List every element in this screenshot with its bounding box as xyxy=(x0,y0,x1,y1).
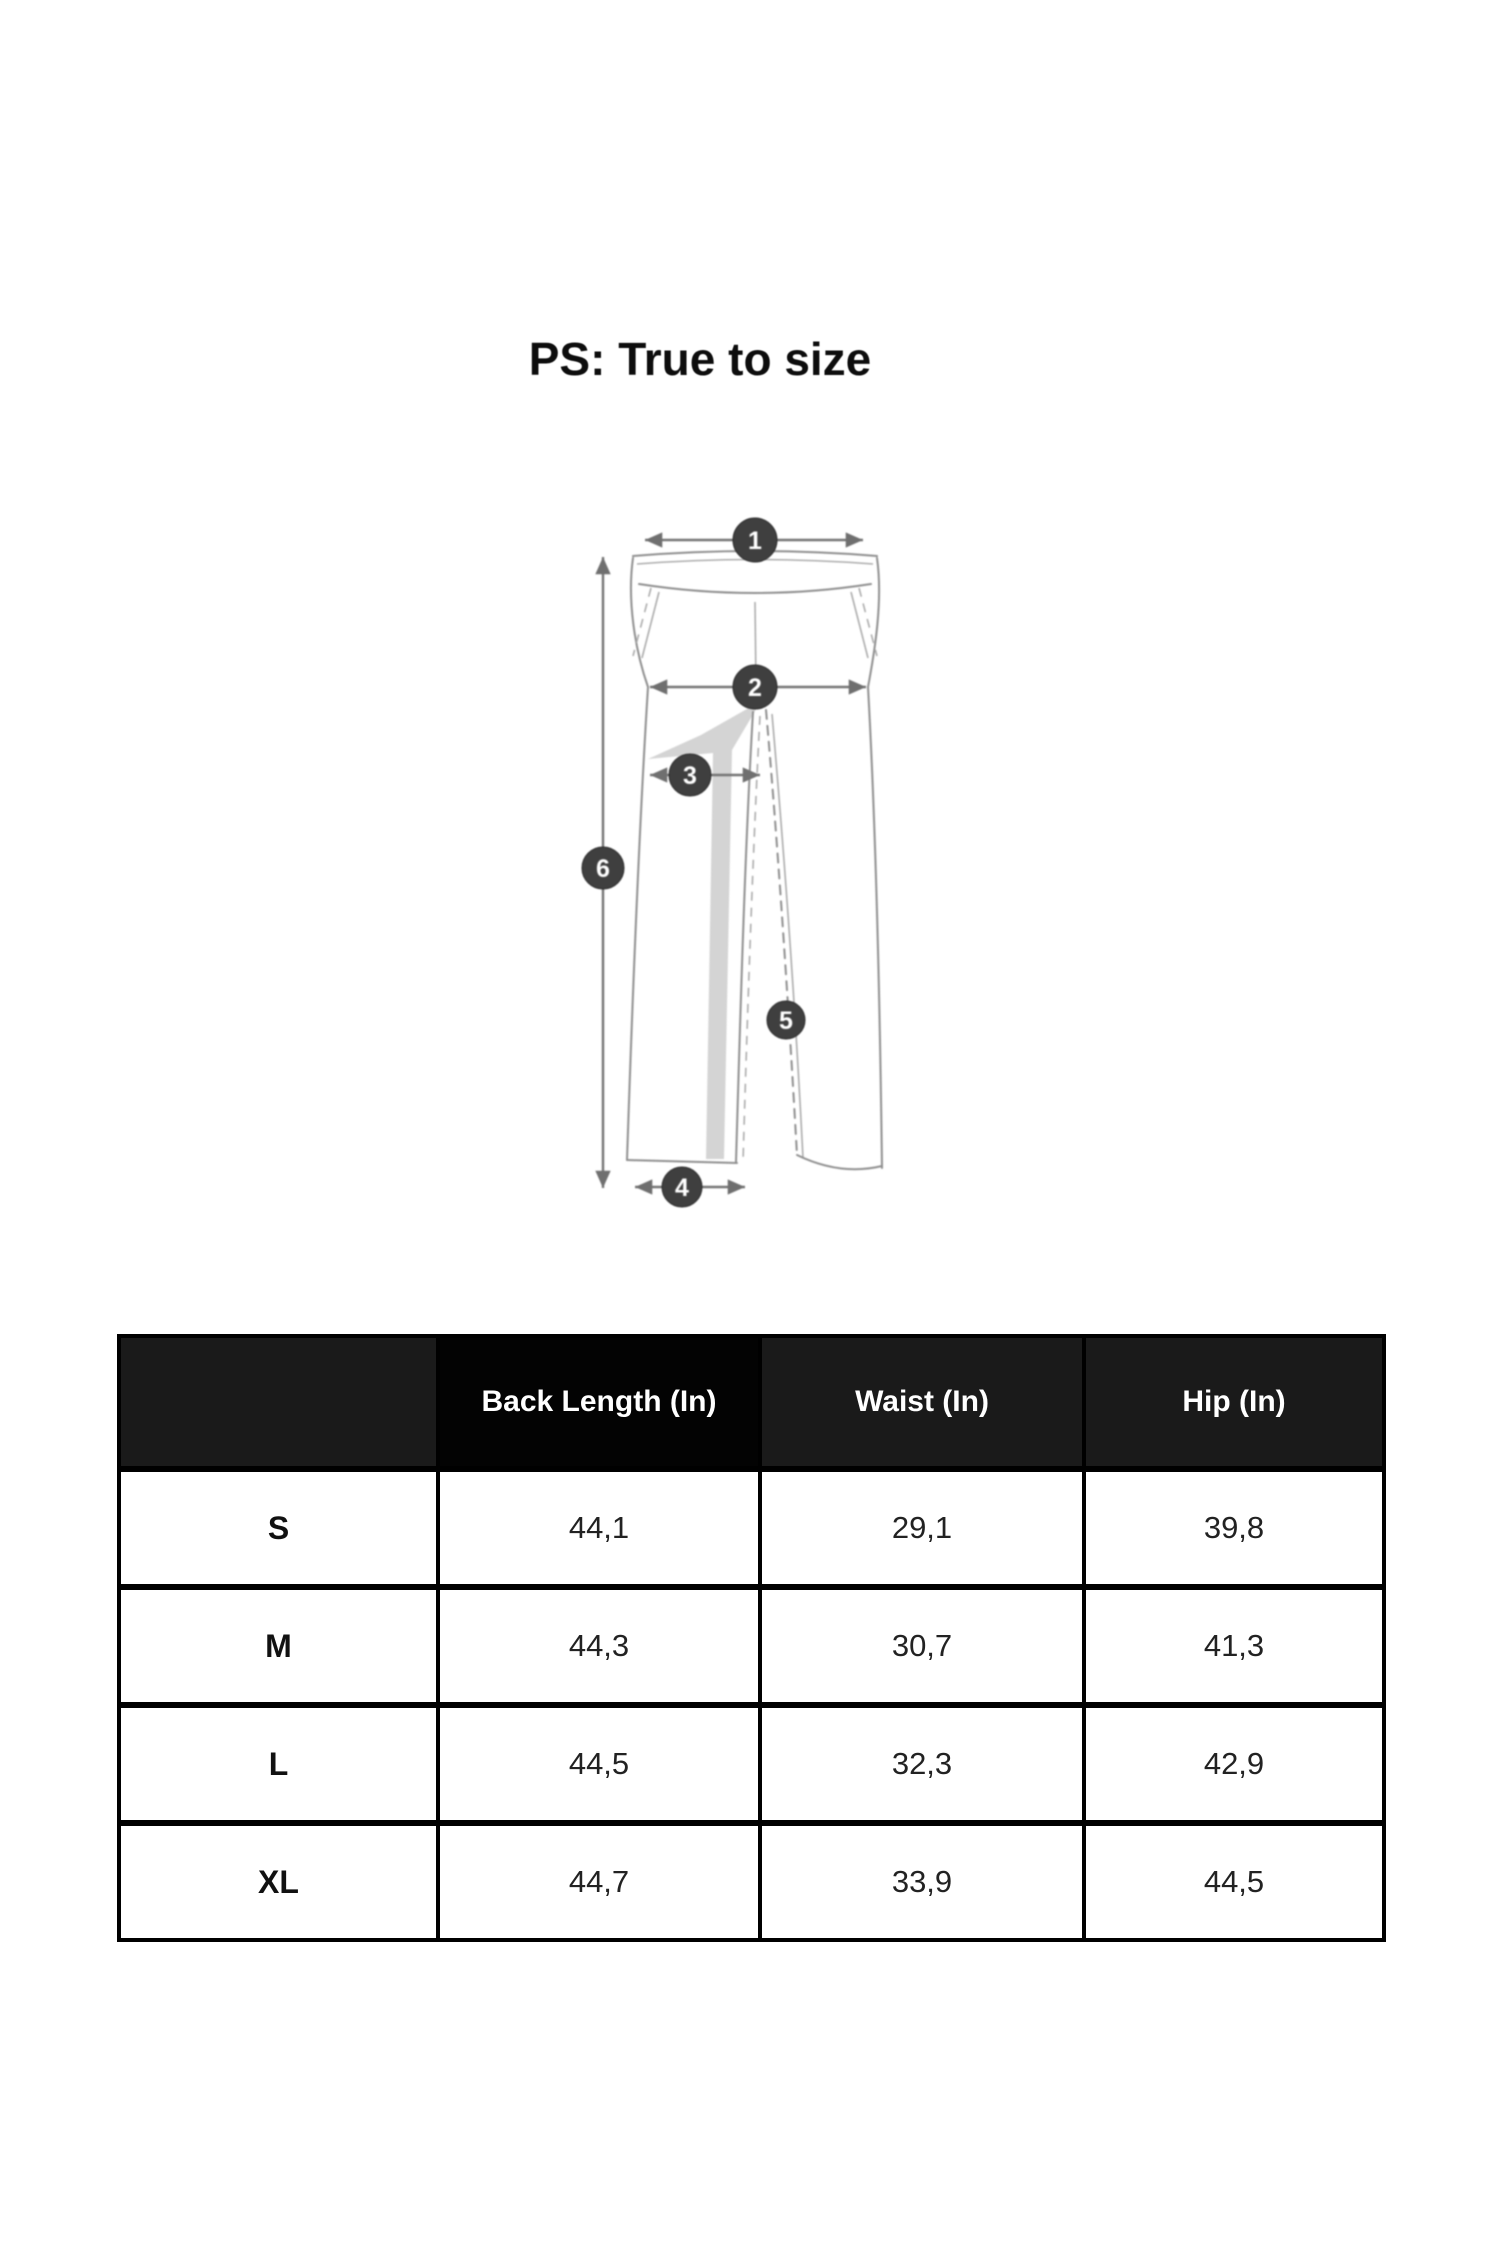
marker-6-back-length xyxy=(582,847,624,889)
marker-4-leg-opening xyxy=(662,1167,702,1207)
cell-xl-hip: 44,5 xyxy=(1086,1826,1382,1938)
marker-2-hip xyxy=(733,665,777,709)
cell-xl-waist: 33,9 xyxy=(762,1826,1082,1938)
row-label-xl: XL xyxy=(121,1826,436,1938)
col-header-blank xyxy=(121,1338,436,1466)
cell-m-waist: 30,7 xyxy=(762,1590,1082,1702)
svg-text:6: 6 xyxy=(596,855,610,883)
col-header-back-length: Back Length (In) xyxy=(440,1338,758,1466)
cell-xl-back-length: 44,7 xyxy=(440,1826,758,1938)
svg-text:4: 4 xyxy=(675,1174,689,1202)
inseam-line xyxy=(766,710,797,1155)
measurement-lines xyxy=(603,540,866,1188)
cell-m-hip: 41,3 xyxy=(1086,1590,1382,1702)
cell-l-waist: 32,3 xyxy=(762,1708,1082,1820)
size-chart-table xyxy=(117,1334,1386,1942)
col-header-waist: Waist (In) xyxy=(762,1338,1082,1466)
cell-l-back-length: 44,5 xyxy=(440,1708,758,1820)
row-label-m: M xyxy=(121,1590,436,1702)
svg-text:2: 2 xyxy=(748,674,762,702)
pants-sketch-svg xyxy=(555,500,975,1290)
row-label-s: S xyxy=(121,1472,436,1584)
cell-s-hip: 39,8 xyxy=(1086,1472,1382,1584)
marker-3-thigh xyxy=(669,754,711,796)
svg-text:3: 3 xyxy=(683,762,697,790)
cell-l-hip: 42,9 xyxy=(1086,1708,1382,1820)
svg-text:1: 1 xyxy=(748,527,762,555)
cell-s-back-length: 44,1 xyxy=(440,1472,758,1584)
cell-m-back-length: 44,3 xyxy=(440,1590,758,1702)
marker-1-waist xyxy=(733,518,777,562)
cell-s-waist: 29,1 xyxy=(762,1472,1082,1584)
col-header-hip: Hip (In) xyxy=(1086,1338,1382,1466)
pants-measurement-diagram xyxy=(555,500,975,1290)
svg-text:5: 5 xyxy=(779,1007,793,1035)
marker-5-inseam xyxy=(767,1001,805,1039)
page-title: PS: True to size xyxy=(528,333,872,385)
pants-outline xyxy=(627,551,882,1169)
row-label-l: L xyxy=(121,1708,436,1820)
